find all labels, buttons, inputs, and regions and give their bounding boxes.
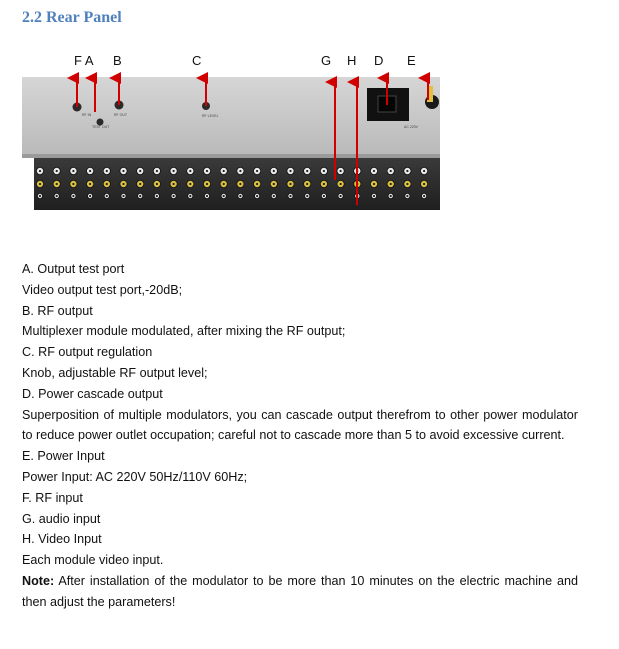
rca-jack-pin [323,195,325,197]
rca-jack-pin [373,170,375,172]
svg-text:RF IN: RF IN [82,113,92,117]
svg-text:RF OUT: RF OUT [114,113,128,117]
note-label: Note: [22,573,55,588]
rca-jack-pin [139,170,141,172]
rca-jack-pin [273,183,275,185]
rca-jack-pin [39,170,41,172]
rca-jack-pin [39,183,41,185]
rca-jack-pin [340,195,342,197]
rca-jack-pin [390,170,392,172]
description-text [22,259,578,613]
rca-jack-pin [406,195,408,197]
rca-jack-pin [206,170,208,172]
rca-jack-pin [173,170,175,172]
rca-jack-pin [323,170,325,172]
rca-jack-pin [373,195,375,197]
svg-text:TEST OUT: TEST OUT [92,125,110,129]
rca-jack-pin [189,195,191,197]
rca-jack-pin [256,170,258,172]
rca-jack-pin [306,183,308,185]
rca-jack-pin [406,183,408,185]
item-h-desc: Each module video input. [22,553,164,568]
label-fa: F A [74,53,94,68]
rca-jack-pin [206,195,208,197]
rear-panel-figure [22,50,440,210]
label-e: E [407,53,416,68]
rca-jack-pin [56,170,58,172]
svg-text:RF LEVEL: RF LEVEL [202,114,219,118]
rca-jack-pin [122,170,124,172]
rca-jack-pin [390,183,392,185]
item-d-title: D. Power cascade output [22,386,163,401]
rca-jack-pin [306,195,308,197]
rca-jack-pin [306,170,308,172]
rca-jack-pin [89,183,91,185]
rca-jack-pin [223,170,225,172]
rca-jack-pin [289,183,291,185]
rca-jack-pin [239,170,241,172]
item-a-desc: Video output test port,-20dB; [22,282,183,297]
item-h-title: H. Video Input [22,532,102,547]
rca-jack-pin [323,183,325,185]
rca-jack-pin [239,195,241,197]
rca-jack-pin [72,195,74,197]
rca-jack-pin [139,183,141,185]
rca-jack-pin [156,183,158,185]
rca-jack-pin [139,195,141,197]
label-d: D [374,53,384,68]
rca-jack-pin [373,183,375,185]
rca-jack-pin [56,195,58,197]
rca-jack-pin [340,170,342,172]
rca-jack-pin [423,170,425,172]
rca-jack-pin [106,195,108,197]
rca-jack-pin [189,170,191,172]
rca-jack-pin [340,183,342,185]
rca-jack-pin [239,183,241,185]
rca-jack-pin [289,170,291,172]
rca-jack-pin [122,195,124,197]
rca-jack-pin [189,183,191,185]
rca-jack-pin [406,170,408,172]
rca-jack-pin [273,170,275,172]
item-d-desc: Superposition of multiple modulators, you can cascade output therefrom to other power modulator to reduce power outlet occupation; careful not to cascade more than 5 to avoid excessive current. [22,407,578,443]
item-c-desc: Knob, adjustable RF output level; [22,365,208,380]
item-f-title: F. RF input [22,490,83,505]
rca-jack-pin [423,183,425,185]
note-paragraph [22,571,578,613]
item-e-title: E. Power Input [22,449,105,464]
note-text: After installation of the modulator to be more than 10 minutes on the electric machine and then adjust the parameters! [22,573,578,609]
rca-jack-pin [223,183,225,185]
item-c-title: C. RF output regulation [22,345,153,360]
item-b-title: B. RF output [22,303,93,318]
rca-jack-pin [156,195,158,197]
rca-jack-pin [273,195,275,197]
rca-jack-pin [89,170,91,172]
rca-jack-pin [206,183,208,185]
section-heading: 2.2 Rear Panel [22,9,122,26]
rca-jack-pin [173,195,175,197]
rca-jack-pin [39,195,41,197]
rca-jack-pin [56,183,58,185]
item-b-desc: Multiplexer module modulated, after mixing the RF output; [22,324,346,339]
item-g-title: G. audio input [22,511,101,526]
rca-jack-pin [173,183,175,185]
rca-jack-pin [72,183,74,185]
rca-jack-pin [223,195,225,197]
label-c: C [192,53,202,68]
rear-panel-photo [22,50,440,210]
rca-jack-pin [106,170,108,172]
rca-jack-pin [289,195,291,197]
rca-jack-pin [122,183,124,185]
rca-jack-pin [423,195,425,197]
rca-jack-pin [106,183,108,185]
item-a-title: A. Output test port [22,262,125,276]
rca-jack-pin [72,170,74,172]
rca-jack-pin [390,195,392,197]
rca-jack-pin [89,195,91,197]
label-b: B [113,53,122,68]
rca-jack-pin [256,195,258,197]
item-e-desc: Power Input: AC 220V 50Hz/110V 60Hz; [22,469,248,484]
rca-jack-pin [256,183,258,185]
label-g: G [321,53,332,68]
svg-text:AC 220V: AC 220V [404,125,419,129]
rca-jack-pin [156,170,158,172]
label-h: H [347,53,357,68]
